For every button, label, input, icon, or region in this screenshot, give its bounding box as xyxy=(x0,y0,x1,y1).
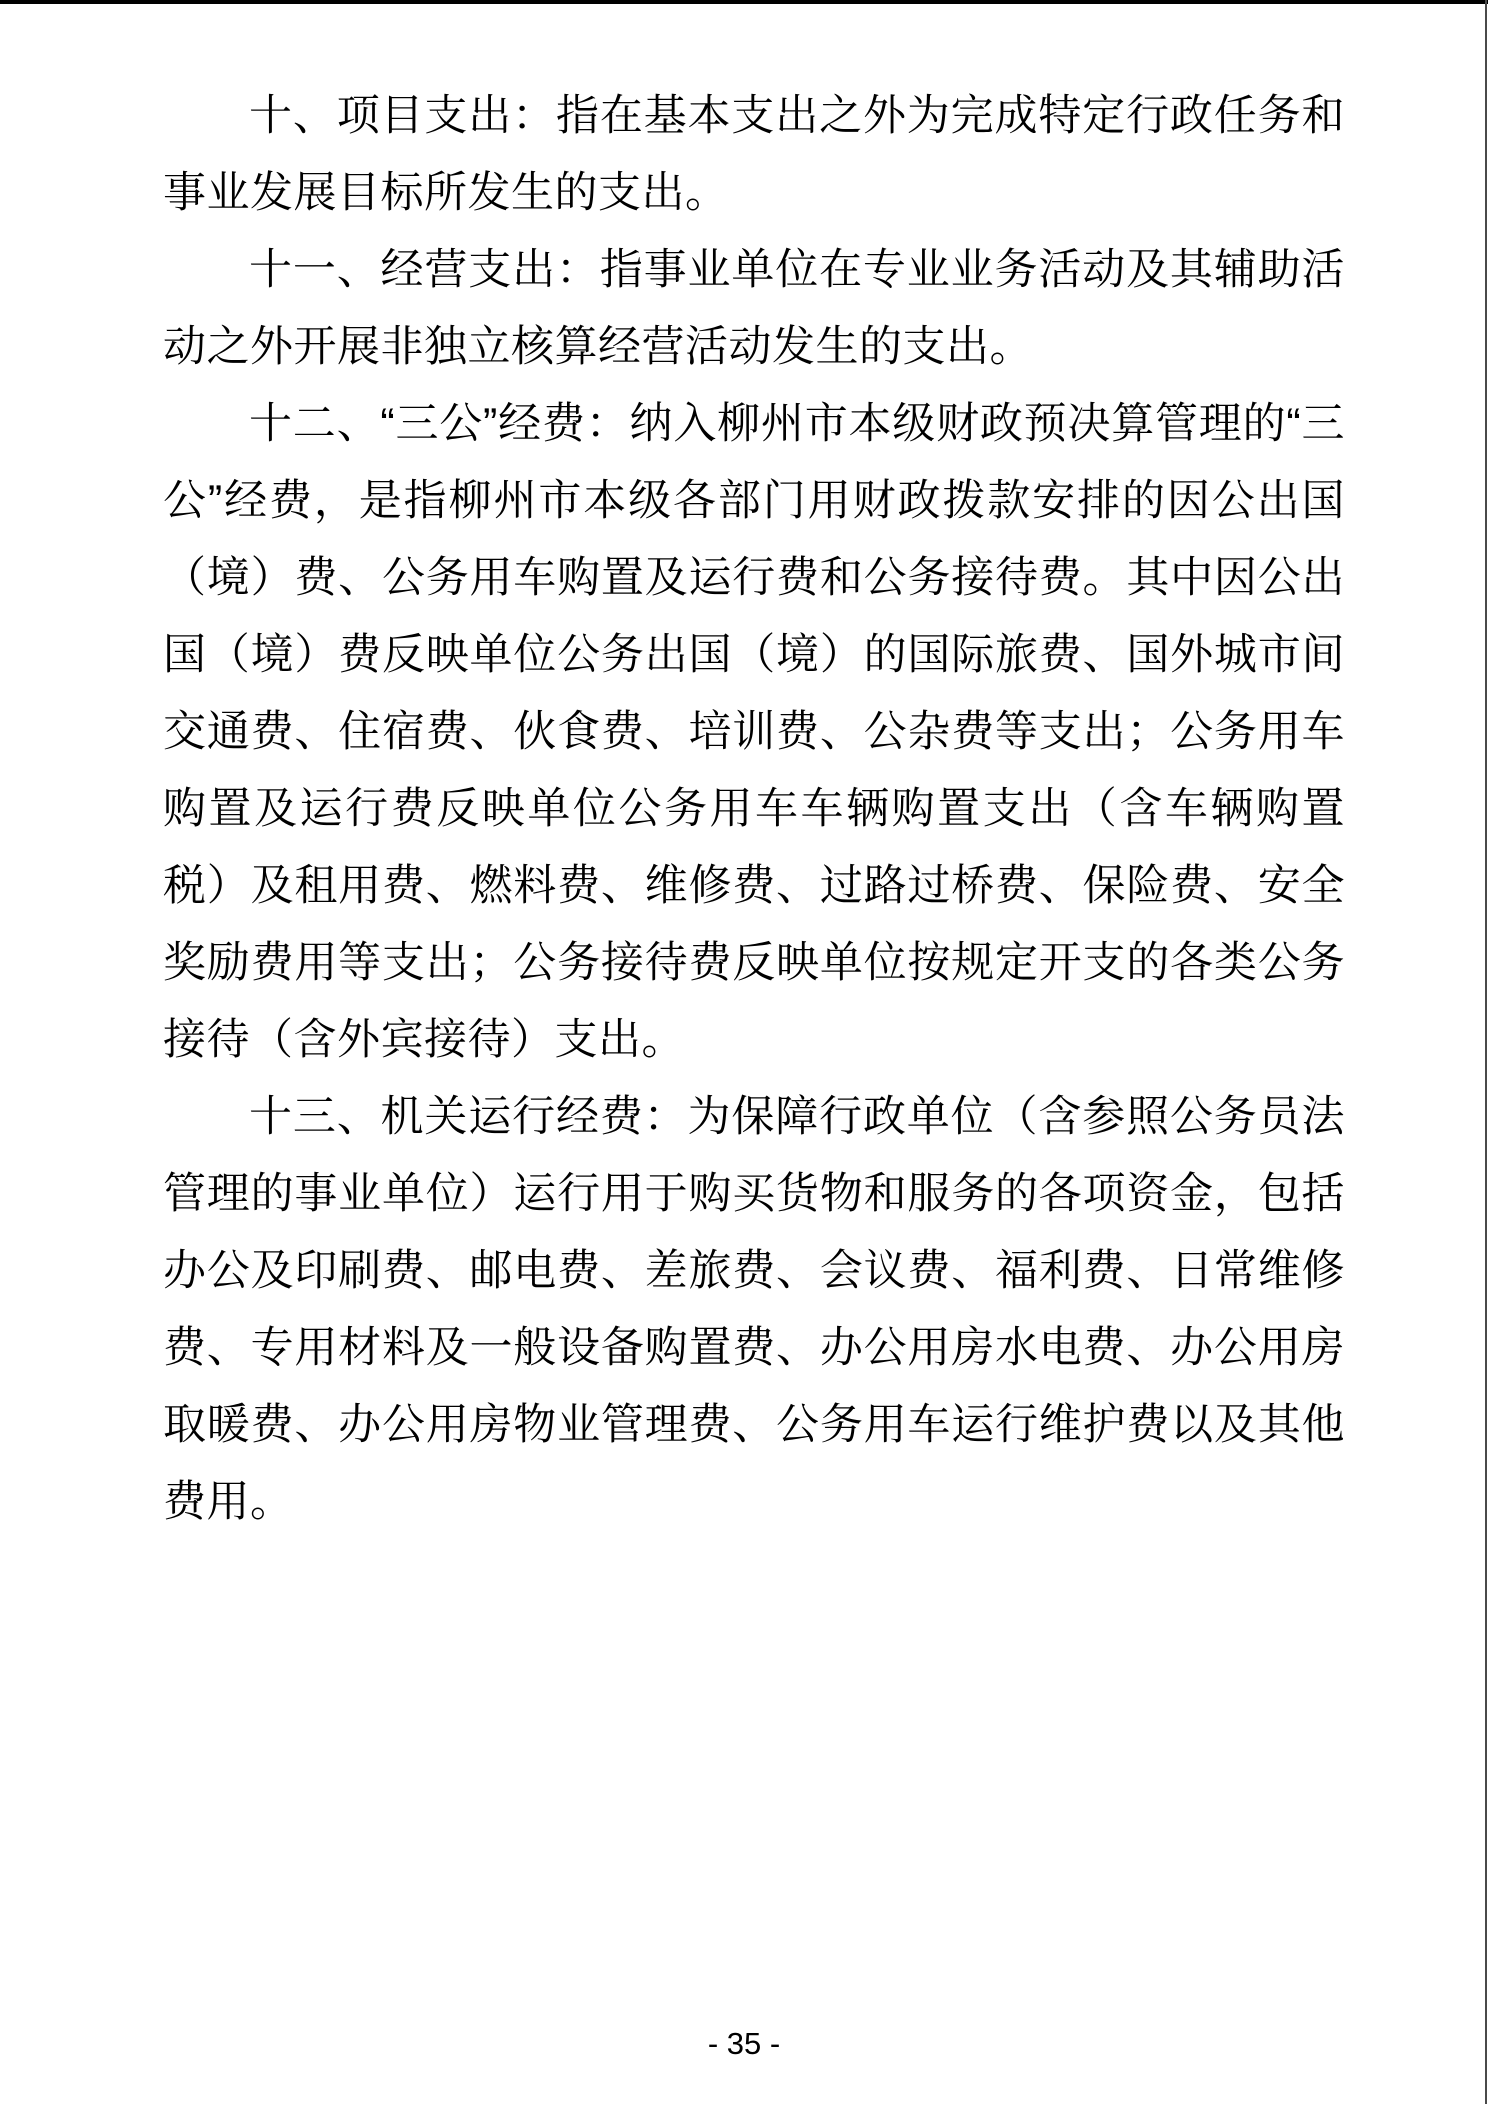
page-body-text xyxy=(163,78,1345,1541)
page-number: - 35 - xyxy=(707,2026,781,2061)
scan-artifact-top-bar xyxy=(0,0,1488,4)
paragraph-item-13-agency-operating-funds: 十三、机关运行经费：为保障行政单位（含参照公务员法管理的事业单位）运行用于购买货物和服务的各项资金，包括办公及印刷费、邮电费、差旅费、会议费、福利费、日常维修费、专用材料及一般设备购置费、办公用房水电费、办公用房取暖费、办公用房物业管理费、公务用车运行维护费以及其他费用。 xyxy=(163,1093,1345,1526)
paragraph-item-11-operating-expenditure: 十一、经营支出：指事业单位在专业业务活动及其辅助活动之外开展非独立核算经营活动发生的支出。 xyxy=(163,246,1345,371)
paragraph-item-12-three-public-funds: 十二、“三公”经费：纳入柳州市本级财政预决算管理的“三公”经费，是指柳州市本级各部门用财政拨款安排的因公出国（境）费、公务用车购置及运行费和公务接待费。其中因公出国（境）费反映单位公务出国（境）的国际旅费、国外城市间交通费、住宿费、伙食费、培训费、公杂费等支出；公务用车购置及运行费反映单位公务用车车辆购置支出（含车辆购置税）及租用费、燃料费、维修费、过路过桥费、保险费、安全奖励费用等支出；公务接待费反映单位按规定开支的各类公务接待（含外宾接待）支出。 xyxy=(163,400,1345,1064)
paragraph-item-10-project-expenditure: 十、项目支出：指在基本支出之外为完成特定行政任务和事业发展目标所发生的支出。 xyxy=(163,92,1345,217)
scan-artifact-right-edge-line xyxy=(1485,0,1487,2104)
